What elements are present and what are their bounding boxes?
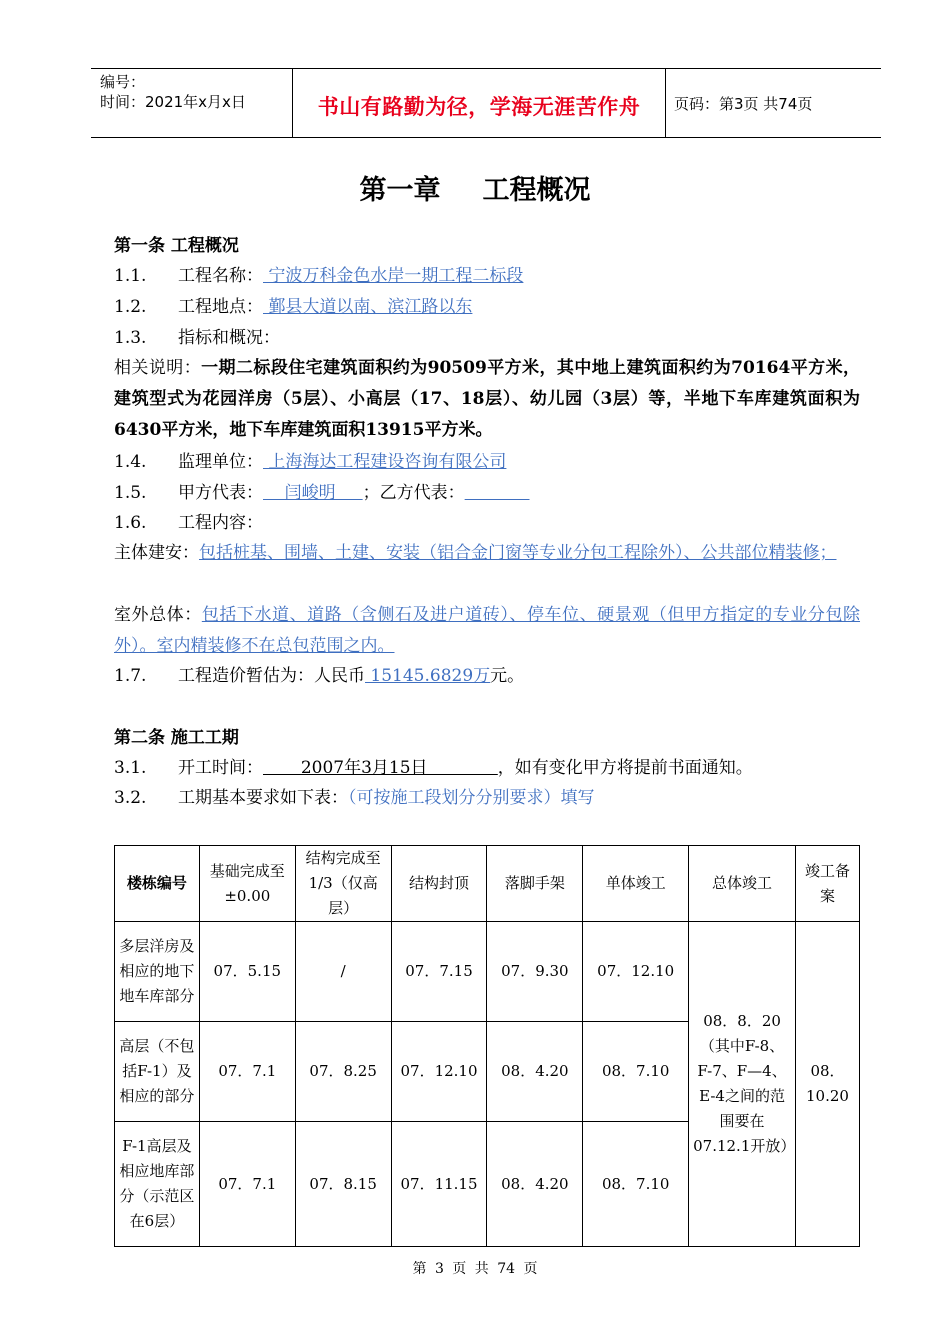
building-name-cell: F-1高层及相应地库部分（示范区在6层） xyxy=(115,1122,200,1247)
header-motto: 书山有路勤为径，学海无涯苦作舟 xyxy=(317,95,641,119)
date-cell: 07．7.1 xyxy=(199,1122,295,1247)
header-cell: 楼栋编号 xyxy=(115,846,200,922)
cost-value: 15145.6829万 xyxy=(365,666,491,686)
start-date-value: 2007年3月15日 xyxy=(263,758,498,778)
header-cell: 基础完成至±0.00 xyxy=(199,846,295,922)
header-cell: 竣工备案 xyxy=(795,846,859,922)
date-cell: 08．7.10 xyxy=(583,1022,689,1122)
outdoor-works-value: 包括下水道、道路（含侧石及进户道砖）、停车位、硬景观（但甲方指定的专业分包除外）。室内精装修不在总包范围之内。 xyxy=(114,605,861,656)
date-cell: 07．7.15 xyxy=(391,922,487,1022)
page-footer: 第 3 页 共 74 页 xyxy=(412,1261,538,1277)
header-cell: 结构封顶 xyxy=(391,846,487,922)
line-3-2: 3.2. 工期基本要求如下表：（可按施工段划分分别要求）填写 xyxy=(114,788,595,808)
line-1-7: 1.7. 工程造价暂估为：人民币 15145.6829万元。 xyxy=(114,666,525,686)
line-1-5: 1.5. 甲方代表： 闫峻明 ；乙方代表： xyxy=(114,483,874,503)
date-cell: 07．8.25 xyxy=(295,1022,391,1122)
party-a-value: 闫峻明 xyxy=(263,483,363,503)
date-cell: 07．11.15 xyxy=(391,1122,487,1247)
overall-completion-cell: 08．8．20（其中F-8、F-7、F—4、E-4之间的范围要在07.12.1开放） xyxy=(689,922,796,1247)
description-paragraph: 相关说明：一期二标段住宅建筑面积约为90509平方米，其中地上建筑面积约为70164平方米，建筑型式为花园洋房（5层）、小高层（17、18层）、幼儿园（3层）等，半地下车库建筑面积为6430平方米，地下车库建筑面积13915平方米。 xyxy=(114,358,860,440)
line-3-1: 3.1. 开工时间： 2007年3月15日 ，如有变化甲方将提前书面通知。 xyxy=(114,758,753,778)
chapter-number: 第一章 xyxy=(359,175,441,206)
date-cell: / xyxy=(295,922,391,1022)
building-name-cell: 多层洋房及相应的地下地车库部分 xyxy=(115,922,200,1022)
schedule-note: （可按施工段划分分别要求）填写 xyxy=(348,788,595,808)
date-cell: 08．4.20 xyxy=(487,1022,583,1122)
header-divider-right xyxy=(665,69,666,137)
time-label: 时间：2021年x月x日 xyxy=(100,93,246,111)
main-construction-paragraph: 主体建安：包括桩基、围墙、土建、安装（铝合金门窗等专业分包工程除外）、公共部位精装修； xyxy=(114,543,837,563)
header-page-label: 页码：第3页 共74页 xyxy=(674,95,813,113)
header-cell: 总体竣工 xyxy=(689,846,796,922)
date-cell: 08．4.20 xyxy=(487,1122,583,1247)
line-1-3: 1.3. 指标和概况： xyxy=(114,328,280,348)
header-cell: 落脚手架 xyxy=(487,846,583,922)
main-construction-value: 包括桩基、围墙、土建、安装（铝合金门窗等专业分包工程除外）、公共部位精装修； xyxy=(199,543,837,563)
supervisor-value: 上海海达工程建设咨询有限公司 xyxy=(263,452,507,472)
line-1-6: 1.6. 工程内容： xyxy=(114,513,263,533)
project-name-value: 宁波万科金色水岸一期工程二标段 xyxy=(263,266,524,286)
date-cell: 07．7.1 xyxy=(199,1022,295,1122)
date-cell: 07．12.10 xyxy=(391,1022,487,1122)
record-cell: 08．10.20 xyxy=(795,922,859,1247)
date-cell: 07．9.30 xyxy=(487,922,583,1022)
date-cell: 07．8.15 xyxy=(295,1122,391,1247)
building-name-cell: 高层（不包括F-1）及相应的部分 xyxy=(115,1022,200,1122)
article-1-heading: 第一条 工程概况 xyxy=(114,236,239,256)
serial-label: 编号： xyxy=(100,73,146,91)
date-cell: 07．12.10 xyxy=(583,922,689,1022)
date-cell: 07．5.15 xyxy=(199,922,295,1022)
table-row xyxy=(115,922,860,1022)
article-2-heading: 第二条 施工工期 xyxy=(114,728,239,748)
header-meta xyxy=(100,72,246,112)
page-header xyxy=(91,68,881,138)
chapter-title xyxy=(0,168,950,207)
header-cell: 单体竣工 xyxy=(583,846,689,922)
schedule-table xyxy=(114,845,860,1247)
line-1-2: 1.2. 工程地点： 鄞县大道以南、滨江路以东 xyxy=(114,297,473,317)
chapter-name: 工程概况 xyxy=(482,175,591,206)
date-cell: 08．7.10 xyxy=(583,1122,689,1247)
header-cell: 结构完成至1/3（仅高层） xyxy=(295,846,391,922)
line-1-4: 1.4. 监理单位： 上海海达工程建设咨询有限公司 xyxy=(114,452,507,472)
line-1-1: 1.1. 工程名称： 宁波万科金色水岸一期工程二标段 xyxy=(114,266,524,286)
outdoor-works-paragraph: 室外总体：包括下水道、道路（含侧石及进户道砖）、停车位、硬景观（但甲方指定的专业分包除外）。室内精装修不在总包范围之内。 xyxy=(114,605,861,656)
party-b-value xyxy=(465,483,530,503)
project-location-value: 鄞县大道以南、滨江路以东 xyxy=(263,297,473,317)
table-header-row xyxy=(115,846,860,922)
description-text: 一期二标段住宅建筑面积约为90509平方米，其中地上建筑面积约为70164平方米，建筑型式为花园洋房（5层）、小高层（17、18层）、幼儿园（3层）等，半地下车库建筑面积为6430平方米，地下车库建筑面积13915平方米。 xyxy=(114,358,860,440)
